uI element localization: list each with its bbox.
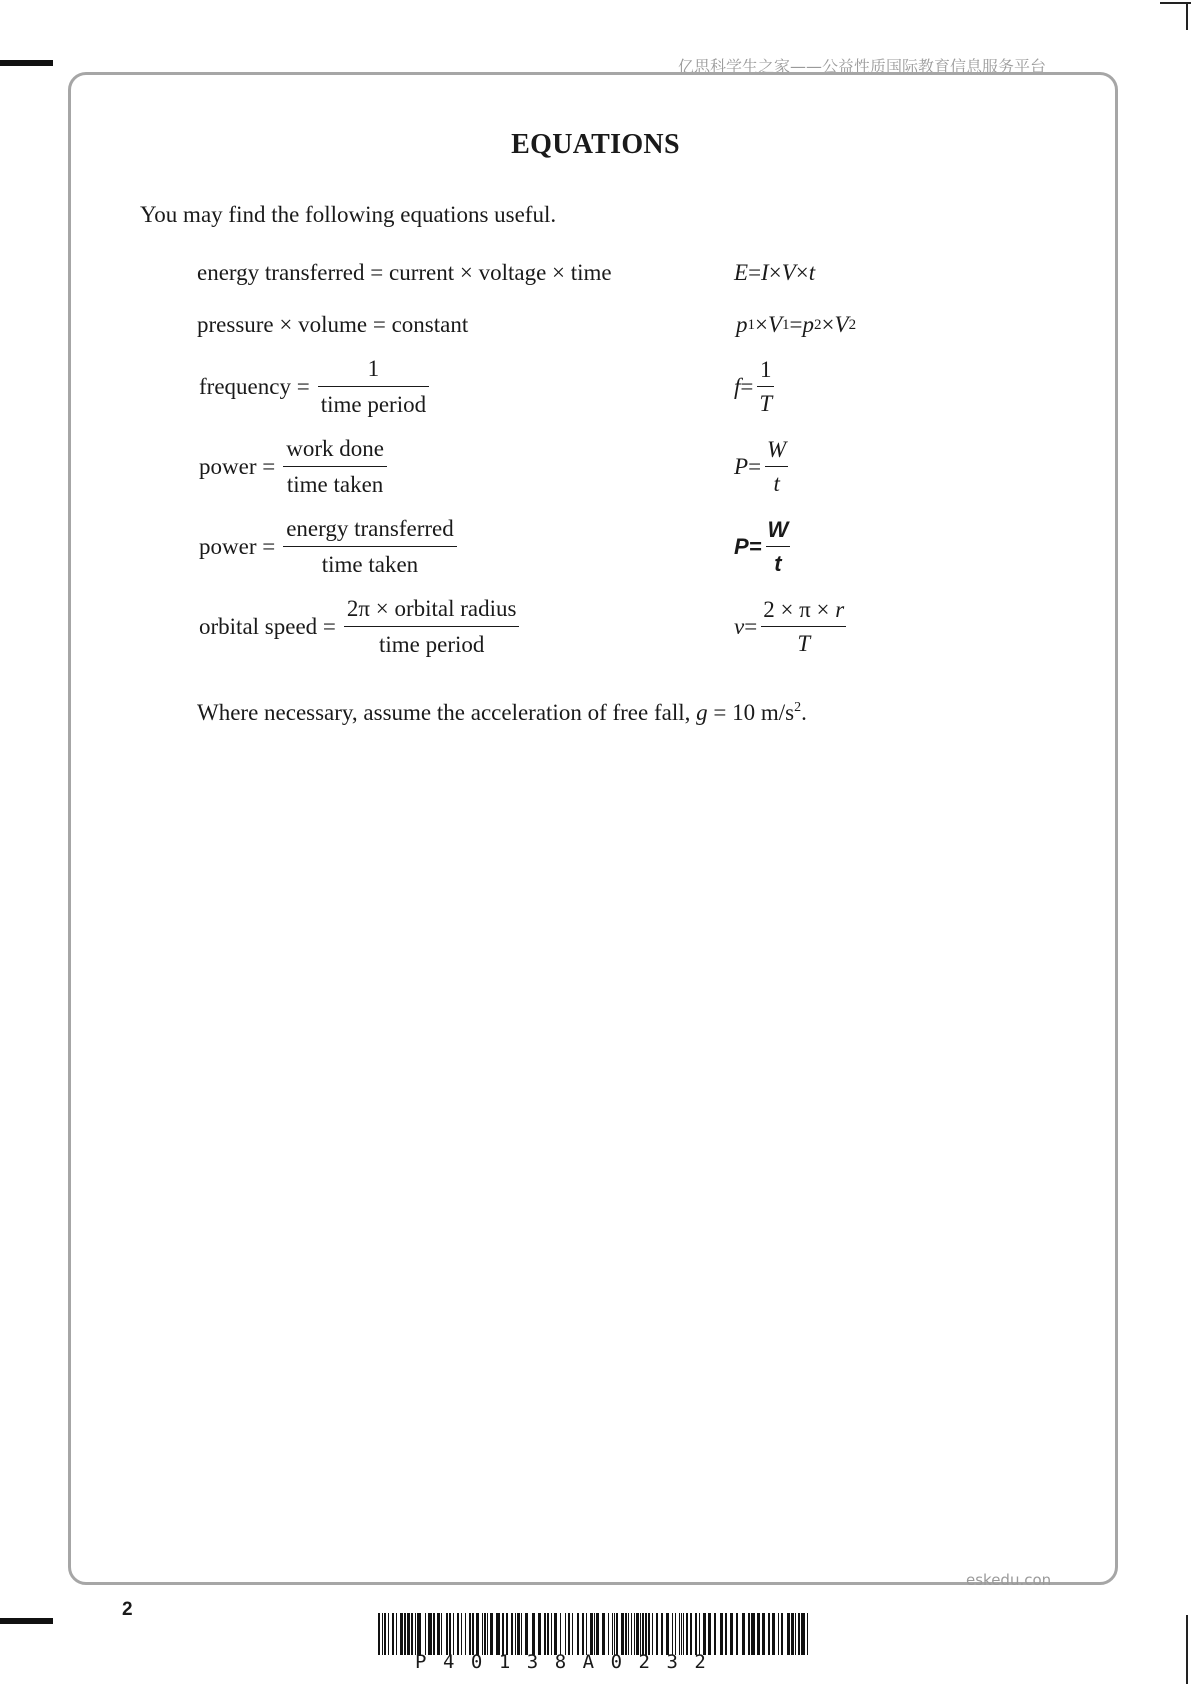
barcode-bar xyxy=(538,1613,541,1655)
barcode-bar xyxy=(586,1613,587,1655)
intro-text: You may find the following equations useful. xyxy=(140,202,557,227)
barcode-bar xyxy=(748,1613,750,1655)
barcode-bar xyxy=(511,1613,513,1655)
barcode-bar xyxy=(807,1613,808,1655)
barcode-bar xyxy=(725,1613,727,1655)
barcode-bar xyxy=(787,1613,790,1655)
barcode-bar xyxy=(772,1613,775,1655)
barcode-bar xyxy=(525,1613,528,1655)
barcode-bar xyxy=(400,1613,403,1655)
barcode-bar xyxy=(672,1613,673,1655)
barcode-bar xyxy=(596,1613,599,1655)
barcode-bar xyxy=(714,1613,716,1655)
barcode-bar xyxy=(465,1613,466,1655)
barcode-bar xyxy=(751,1613,755,1655)
crop-mark-right-v xyxy=(1186,1615,1188,1684)
barcode-bar xyxy=(616,1613,618,1655)
barcode-bar xyxy=(532,1613,535,1655)
barcode-bar xyxy=(568,1613,570,1655)
left-edge-mark-top xyxy=(0,60,53,66)
barcode-bar xyxy=(476,1613,479,1655)
barcode-bar xyxy=(661,1613,663,1655)
barcode-bar xyxy=(544,1613,546,1655)
barcode-bar xyxy=(560,1613,561,1655)
barcode-bar xyxy=(791,1613,794,1655)
barcode-bar xyxy=(778,1613,779,1655)
equation-6-symbols: v = $\frac{2 \times \pi \times r}{T}$ xyxy=(734,597,845,656)
barcode-bar xyxy=(679,1613,680,1655)
barcode-bar xyxy=(590,1613,593,1655)
barcode-bar xyxy=(407,1613,410,1655)
barcode-bar xyxy=(572,1613,573,1655)
symbol-I: I xyxy=(761,260,769,285)
barcode-bar xyxy=(382,1613,383,1655)
barcode-bar xyxy=(768,1613,770,1655)
barcode-bar xyxy=(515,1613,516,1655)
crop-mark-top-right-v xyxy=(1186,2,1188,30)
barcode-bar xyxy=(461,1613,462,1655)
barcode-bar xyxy=(482,1613,483,1655)
left-edge-mark-bottom xyxy=(0,1618,53,1624)
barcode-bar xyxy=(795,1613,796,1655)
barcode-bar xyxy=(781,1613,783,1655)
symbol-t: t xyxy=(808,260,816,285)
barcode-bar xyxy=(681,1613,682,1655)
barcode-bar xyxy=(628,1613,629,1655)
equation-4-words: power = $\frac{\text{work done}}{\text{time taken}}$ xyxy=(199,432,387,502)
barcode-text: P40138A0232 xyxy=(415,1651,723,1673)
barcode-bar xyxy=(490,1613,493,1655)
barcode-bar xyxy=(656,1613,658,1655)
barcode-bar xyxy=(469,1613,471,1655)
barcode-bar xyxy=(690,1613,692,1655)
barcode-bar xyxy=(487,1613,488,1655)
barcode-bar xyxy=(428,1613,432,1655)
barcode-bar xyxy=(517,1613,520,1655)
barcode-bar xyxy=(645,1613,647,1655)
barcode-bar xyxy=(502,1613,504,1655)
barcode-bar xyxy=(683,1613,684,1655)
equation-1-words: energy transferred = current × voltage × time xyxy=(197,260,612,285)
barcode-bar xyxy=(699,1613,700,1655)
barcode-bar xyxy=(736,1613,738,1655)
barcode-bar xyxy=(554,1613,557,1655)
barcode-bar xyxy=(608,1613,609,1655)
barcode-bar xyxy=(551,1613,552,1655)
header-watermark: 亿思科学生之家——公益性质国际教育信息服务平台 xyxy=(678,57,1047,76)
equation-1-symbols: E = I × V × t xyxy=(734,260,816,285)
barcode-bar xyxy=(631,1613,632,1655)
barcode-bar xyxy=(449,1613,451,1655)
barcode-bar xyxy=(708,1613,711,1655)
equation-5-symbols: P = $\frac{W}{t}$ xyxy=(734,517,789,576)
barcode-bar xyxy=(384,1613,386,1655)
barcode-bar xyxy=(417,1613,421,1655)
fraction-orbital-speed: $\frac{\text{2π × orbital radius}}{\text{time period}}$ xyxy=(344,596,520,658)
fraction-power-work: $\frac{\text{work done}}{\text{time taken}}$ xyxy=(283,436,387,498)
barcode-bar xyxy=(411,1613,413,1655)
barcode-bar xyxy=(433,1613,435,1655)
barcode-bar xyxy=(634,1613,635,1655)
barcode-bar xyxy=(640,1613,641,1655)
barcode-bar xyxy=(648,1613,650,1655)
barcode-bar xyxy=(614,1613,615,1655)
barcode-bar xyxy=(457,1613,459,1655)
barcode-bar xyxy=(720,1613,723,1655)
equation-3-symbols: f = $\frac{1}{T}$ xyxy=(734,357,773,416)
barcode-bar xyxy=(521,1613,522,1655)
equation-4-symbols: P = $\frac{W}{t}$ xyxy=(734,437,787,496)
fraction-power-energy: $\frac{\text{energy transferred}}{\text{time taken}}$ xyxy=(283,516,457,578)
barcode-bar xyxy=(762,1613,765,1655)
barcode-bar xyxy=(621,1613,624,1655)
page-title: EQUATIONS xyxy=(511,129,680,160)
barcode-bar xyxy=(441,1613,442,1655)
barcode-bar xyxy=(506,1613,508,1655)
barcode-bar xyxy=(577,1613,579,1655)
symbol-V: V xyxy=(781,260,796,285)
free-fall-note: Where necessary, assume the acceleration of free fall, g = 10 $m/s^2$. xyxy=(197,700,807,725)
barcode-bar xyxy=(801,1613,805,1655)
barcode-bar xyxy=(396,1613,397,1655)
barcode xyxy=(378,1613,808,1655)
barcode-bar xyxy=(582,1613,584,1655)
fraction-frequency: $\frac{1}{\text{time period}}$ xyxy=(318,356,430,418)
barcode-bar xyxy=(675,1613,676,1655)
equation-6-words: orbital speed = $\frac{\text{2π × orbital radius}}{\text{time period}}$ xyxy=(199,592,519,662)
barcode-bar xyxy=(484,1613,486,1655)
barcode-bar xyxy=(636,1613,639,1655)
barcode-bar xyxy=(453,1613,454,1655)
equation-2-words: pressure × volume = constant xyxy=(197,312,469,337)
footer-watermark: eskedu.con xyxy=(966,1571,1052,1589)
barcode-bar xyxy=(496,1613,500,1655)
barcode-bar xyxy=(594,1613,595,1655)
barcode-bar xyxy=(378,1613,380,1655)
barcode-bar xyxy=(472,1613,474,1655)
equation-5-words: power = $\frac{\text{energy transferred}}{\text{time taken}}$ xyxy=(199,512,457,582)
barcode-bar xyxy=(392,1613,394,1655)
page-number: 2 xyxy=(122,1599,133,1620)
barcode-bar xyxy=(625,1613,627,1655)
barcode-bar xyxy=(742,1613,745,1655)
barcode-bar xyxy=(437,1613,440,1655)
barcode-bar xyxy=(446,1613,448,1655)
barcode-bar xyxy=(404,1613,406,1655)
equation-3-words: frequency = $\frac{1}{\text{time period}}$ xyxy=(199,352,429,422)
equation-2-symbols: p 1 × V 1 = p 2 × V 2 xyxy=(736,312,857,337)
barcode-bar xyxy=(695,1613,697,1655)
barcode-bar xyxy=(547,1613,549,1655)
barcode-bar xyxy=(415,1613,416,1655)
symbol-E: E xyxy=(734,260,749,285)
barcode-bar xyxy=(730,1613,733,1655)
barcode-bar xyxy=(666,1613,669,1655)
barcode-bar xyxy=(703,1613,706,1655)
barcode-bar xyxy=(798,1613,800,1655)
barcode-bar xyxy=(642,1613,644,1655)
barcode-bar xyxy=(612,1613,613,1655)
barcode-bar xyxy=(602,1613,605,1655)
barcode-bar xyxy=(565,1613,566,1655)
barcode-bar xyxy=(652,1613,653,1655)
barcode-bar xyxy=(425,1613,426,1655)
barcode-bar xyxy=(686,1613,688,1655)
barcode-bar xyxy=(757,1613,760,1655)
barcode-bar xyxy=(388,1613,389,1655)
